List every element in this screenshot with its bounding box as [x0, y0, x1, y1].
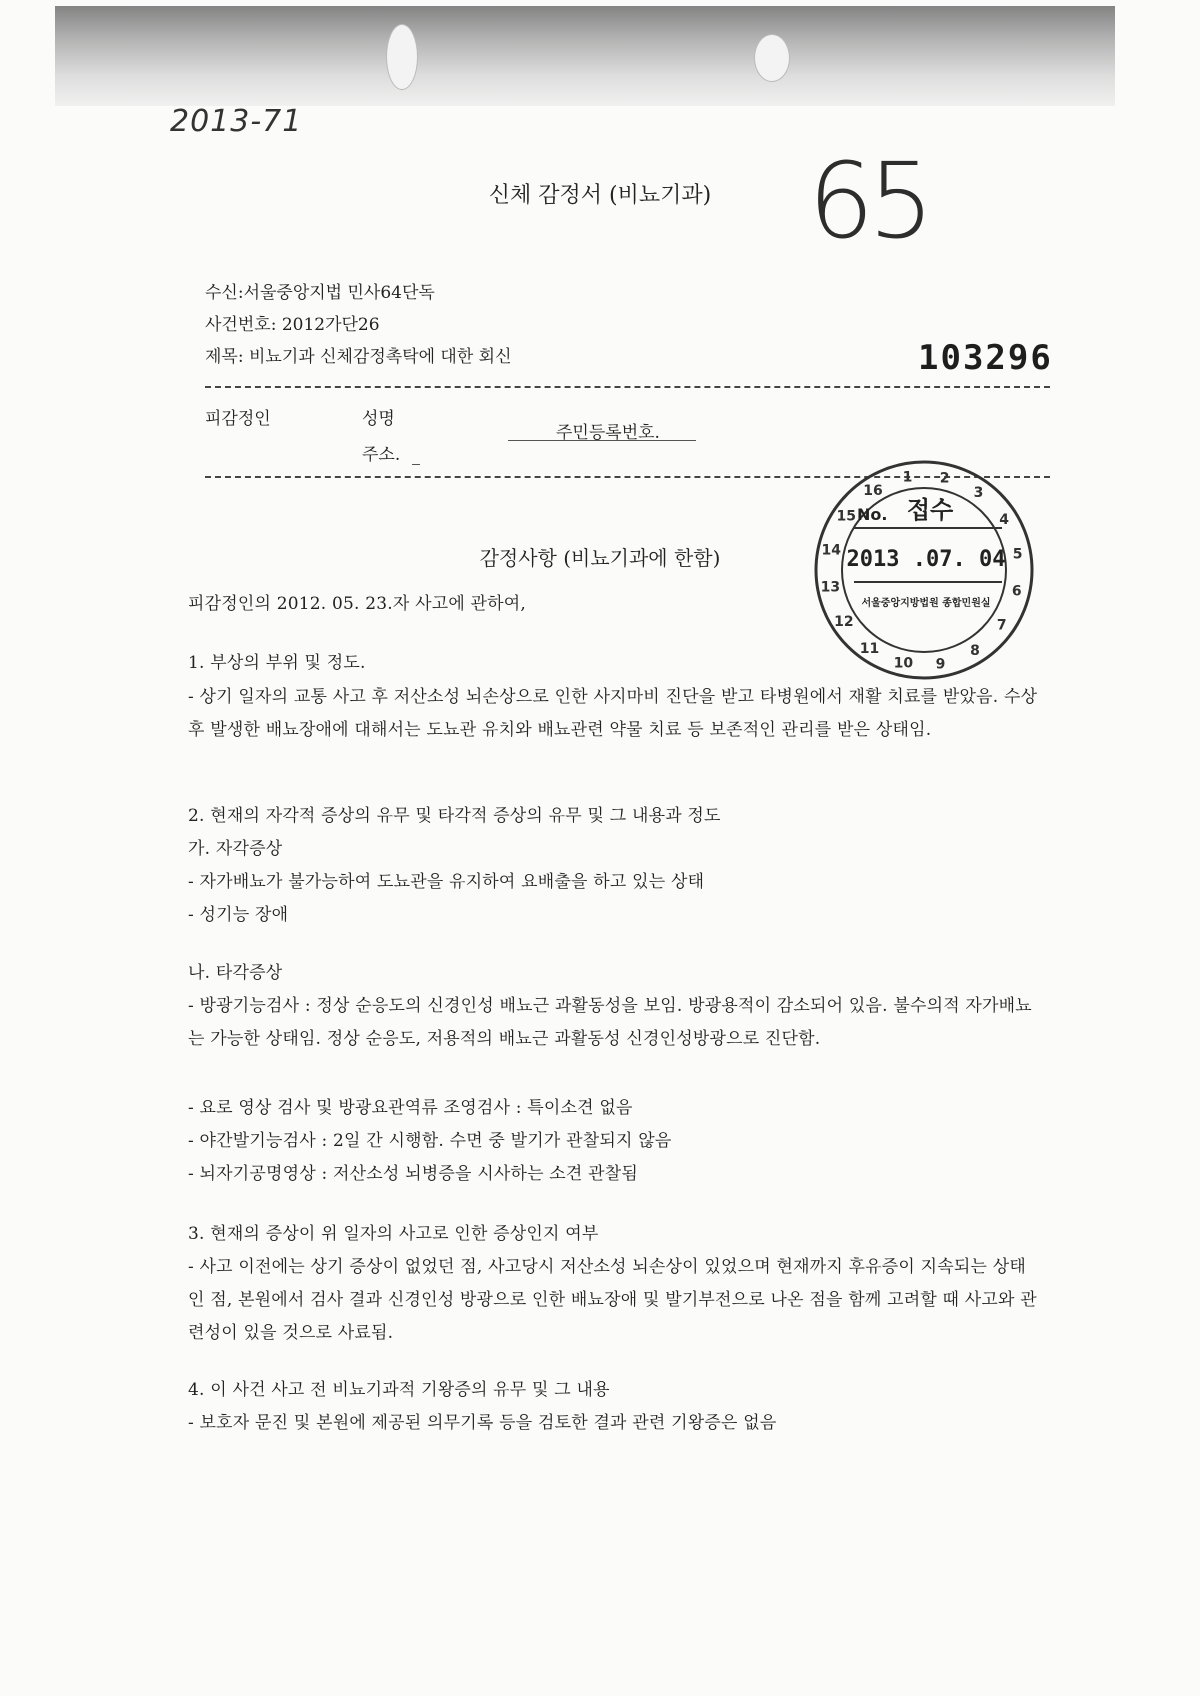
- stamp-ring-number: 7: [996, 617, 1007, 634]
- doc-number: 103296: [918, 338, 1053, 378]
- id-underline: [508, 440, 696, 441]
- section-2a-item: - 자가배뇨가 불가능하여 도뇨관을 유지하여 요배출을 하고 있는 상태: [188, 872, 705, 892]
- section-2-heading: 2. 현재의 자각적 증상의 유무 및 타각적 증상의 유무 및 그 내용과 정도: [188, 806, 721, 826]
- stamp-ring-number: 9: [935, 656, 946, 673]
- section-subtitle: 감정사항 (비뇨기과에 한함): [479, 546, 721, 570]
- section-3-heading: 3. 현재의 증상이 위 일자의 사고로 인한 증상인지 여부: [188, 1224, 599, 1244]
- recipient: 수신:서울중앙지법 민사64단독: [205, 283, 435, 303]
- stamp-ring-number: 4: [999, 512, 1009, 528]
- address-label: 주소.: [362, 445, 401, 465]
- stamp-org: 서울중앙지방법원 종합민원실: [861, 598, 991, 609]
- section-2b-item: - 방광기능검사 : 정상 순응도의 신경인성 배뇨근 과활동성을 보임. 방광용적이 감소되어 있음. 불수의적 자가배뇨는 가능한 상태임. 정상 순응도, 저용적의 배뇨근 과활동성 신경인성방광으로 진단함.: [188, 996, 1032, 1049]
- examinee-label: 피감정인: [205, 409, 271, 429]
- document-title: 신체 감정서 (비뇨기과): [488, 183, 712, 208]
- stamp-ring-number: 2: [939, 470, 950, 487]
- stamp-date: 2013 .07. 04: [846, 547, 1006, 572]
- id-label: 주민등록번호.: [556, 423, 660, 443]
- stamp-ring-number: 6: [1011, 583, 1022, 600]
- section-1-heading: 1. 부상의 부위 및 정도.: [188, 653, 366, 673]
- section-2b-item: - 뇌자기공명영상 : 저산소성 뇌병증을 시사하는 소견 관찰됨: [188, 1164, 639, 1184]
- handwritten-ref: 2013-71: [170, 104, 303, 139]
- stamp-ring-number: 13: [820, 579, 841, 596]
- case-number: 사건번호: 2012가단26: [205, 315, 380, 335]
- stamp-title: 접수: [906, 496, 954, 524]
- scan-top-band: [55, 6, 1115, 106]
- stamp-ring-number: 15: [836, 508, 856, 525]
- section-2b-heading: 나. 타각증상: [188, 963, 283, 983]
- section-1-text: - 상기 일자의 교통 사고 후 저산소성 뇌손상으로 인한 사지마비 진단을 받고 타병원에서 재활 치료를 받았음. 수상 후 발생한 배뇨장애에 대해서는 도뇨관 유치와 배뇨관련 약물 치료 등 보존적인 관리를 받은 상태임.: [188, 687, 1038, 740]
- intro: 피감정인의 2012. 05. 23.자 사고에 관하여,: [188, 594, 527, 614]
- section-2a-item: - 성기능 장애: [188, 905, 289, 925]
- section-2b-item: - 야간발기능검사 : 2일 간 시행함. 수면 중 발기가 관찰되지 않음: [188, 1131, 672, 1151]
- stamp-no-label: No.: [857, 505, 888, 524]
- stamp-ring-number: 12: [834, 614, 854, 630]
- stamp-ring-number: 3: [973, 485, 984, 502]
- punch-hole: [386, 24, 418, 90]
- name-label: 성명: [362, 409, 395, 429]
- handwritten-number: 65: [808, 140, 929, 262]
- section-4-text: - 보호자 문진 및 본원에 제공된 의무기록 등을 검토한 결과 관련 기왕증은 없음: [188, 1413, 777, 1433]
- stamp-ring-number: 8: [970, 643, 980, 660]
- stamp-ring-number: 5: [1012, 546, 1023, 563]
- section-4-heading: 4. 이 사건 사고 전 비뇨기과적 기왕증의 유무 및 그 내용: [188, 1380, 610, 1400]
- punch-hole: [754, 34, 790, 82]
- stamp-ring-number: 16: [863, 482, 883, 499]
- stamp-ring-number: 10: [893, 655, 914, 672]
- section-3-text: - 사고 이전에는 상기 증상이 없었던 점, 사고당시 저산소성 뇌손상이 있었으며 현재까지 후유증이 지속되는 상태인 점, 본원에서 검사 결과 신경인성 방광으로 인한 배뇨장애 및 발기부전으로 나온 점을 함께 고려할 때 사고와 관련성이 있을 것으로 사료됨.: [188, 1257, 1037, 1343]
- section-2a-heading: 가. 자각증상: [188, 839, 283, 859]
- address-underline: [412, 464, 420, 465]
- divider: [205, 386, 1050, 388]
- stamp-ring-number: 1: [902, 469, 913, 486]
- stamp-ring-number: 14: [821, 542, 842, 559]
- stamp-ring-number: 11: [859, 640, 880, 657]
- section-2b-item: - 요로 영상 검사 및 방광요관역류 조영검사 : 특이소견 없음: [188, 1098, 633, 1118]
- subject: 제목: 비뇨기과 신체감정촉탁에 대한 회신: [205, 347, 512, 367]
